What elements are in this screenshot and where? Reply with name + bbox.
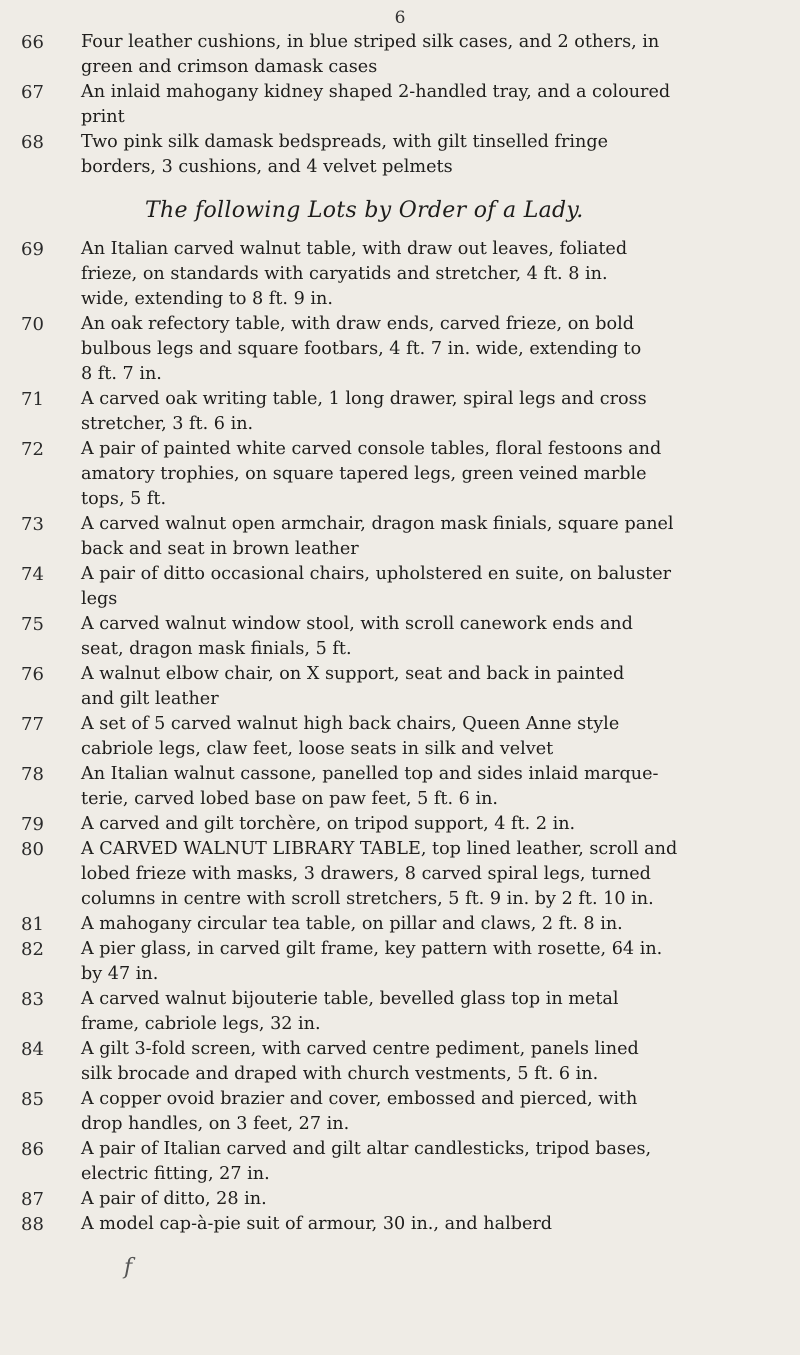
lot-number: 69 — [21, 239, 44, 260]
lot-entry — [0, 130, 800, 180]
description-line: A carved and gilt torchère, on tripod support, 4 ft. 2 in. — [81, 814, 576, 834]
lot-description — [81, 1137, 774, 1187]
description-line: Four leather cushions, in blue striped silk cases, and 2 others, in — [81, 32, 660, 52]
description-line: stretcher, 3 ft. 6 in. — [81, 414, 254, 434]
description-line: A walnut elbow chair, on X support, seat and back in painted — [81, 664, 625, 684]
description-line: 8 ft. 7 in. — [81, 364, 162, 384]
description-line: A set of 5 carved walnut high back chairs, Queen Anne style — [81, 714, 620, 734]
lot-number: 79 — [21, 814, 44, 835]
lot-entry — [0, 312, 800, 387]
lot-description — [81, 612, 774, 662]
description-line: lobed frieze with masks, 3 drawers, 8 carved spiral legs, turned — [81, 864, 651, 884]
lot-number: 78 — [21, 764, 44, 785]
description-line: An Italian walnut cassone, panelled top and sides inlaid marque- — [81, 764, 659, 784]
description-line: A carved walnut open armchair, dragon mask finials, square panel — [81, 514, 674, 534]
lot-number: 85 — [21, 1089, 44, 1110]
lot-description — [81, 812, 774, 837]
section-heading: The following Lots by Order of a Lady. — [145, 198, 584, 223]
lot-description — [81, 837, 774, 912]
description-line: terie, carved lobed base on paw feet, 5 ft. 6 in. — [81, 789, 499, 809]
description-line: silk brocade and draped with church vestments, 5 ft. 6 in. — [81, 1064, 599, 1084]
lot-number: 76 — [21, 664, 44, 685]
lot-number: 83 — [21, 989, 44, 1010]
lot-entry — [0, 80, 800, 130]
lot-description — [81, 30, 774, 80]
description-line: A carved walnut bijouterie table, bevelled glass top in metal — [81, 989, 619, 1009]
lot-entry — [0, 437, 800, 512]
description-line: A carved walnut window stool, with scroll canework ends and — [81, 614, 633, 634]
lot-number: 87 — [21, 1189, 44, 1210]
lot-description — [81, 1212, 774, 1237]
description-line: legs — [81, 589, 118, 609]
lot-description — [81, 912, 774, 937]
lot-list — [0, 30, 800, 1237]
lot-description — [81, 937, 774, 987]
description-line: green and crimson damask cases — [81, 57, 378, 77]
lot-number: 73 — [21, 514, 44, 535]
lot-number: 84 — [21, 1039, 44, 1060]
lot-description — [81, 662, 774, 712]
lot-description — [81, 1087, 774, 1137]
description-line: A pair of painted white carved console tables, floral festoons and — [81, 439, 662, 459]
description-line: print — [81, 107, 125, 127]
lot-number: 66 — [21, 32, 44, 53]
lot-description — [81, 1037, 774, 1087]
description-line: An Italian carved walnut table, with draw out leaves, foliated — [81, 239, 628, 259]
description-line: frieze, on standards with caryatids and stretcher, 4 ft. 8 in. — [81, 264, 608, 284]
lot-number: 77 — [21, 714, 44, 735]
lot-description — [81, 130, 774, 180]
lot-description — [81, 512, 774, 562]
lot-number: 81 — [21, 914, 44, 935]
lot-entry — [0, 1087, 800, 1137]
description-line: An oak refectory table, with draw ends, carved frieze, on bold — [81, 314, 634, 334]
description-line: A gilt 3-fold screen, with carved centre pediment, panels lined — [81, 1039, 639, 1059]
lot-description — [81, 437, 774, 512]
lot-description — [81, 1187, 774, 1212]
lot-number: 72 — [21, 439, 44, 460]
lot-entry — [0, 1212, 800, 1237]
description-line: seat, dragon mask finials, 5 ft. — [81, 639, 352, 659]
description-line: A carved oak writing table, 1 long drawer, spiral legs and cross — [81, 389, 647, 409]
lot-number: 86 — [21, 1139, 44, 1160]
lot-entry — [0, 237, 800, 312]
page-number: 6 — [394, 8, 406, 28]
lot-number: 70 — [21, 314, 44, 335]
lot-entry — [0, 937, 800, 987]
description-line: A pair of ditto, 28 in. — [81, 1189, 267, 1209]
lot-entry — [0, 562, 800, 612]
lot-description — [81, 237, 774, 312]
lot-number: 88 — [21, 1214, 44, 1235]
description-line: tops, 5 ft. — [81, 489, 167, 509]
description-line: frame, cabriole legs, 32 in. — [81, 1014, 321, 1034]
lot-number: 75 — [21, 614, 44, 635]
lot-entry — [0, 1037, 800, 1087]
lot-entry — [0, 387, 800, 437]
lot-entry — [0, 812, 800, 837]
lot-number: 82 — [21, 939, 44, 960]
description-line: drop handles, on 3 feet, 27 in. — [81, 1114, 350, 1134]
lot-number: 71 — [21, 389, 44, 410]
lot-entry — [0, 912, 800, 937]
lot-number: 80 — [21, 839, 44, 860]
pencil-mark: f — [124, 1255, 133, 1280]
lot-description — [81, 762, 774, 812]
description-line: and gilt leather — [81, 689, 219, 709]
description-line: A CARVED WALNUT LIBRARY TABLE, top lined leather, scroll and — [81, 839, 678, 859]
lot-entry — [0, 612, 800, 662]
description-line: bulbous legs and square footbars, 4 ft. 7 in. wide, extending to — [81, 339, 642, 359]
description-line: by 47 in. — [81, 964, 159, 984]
description-line: An inlaid mahogany kidney shaped 2-handled tray, and a coloured — [81, 82, 671, 102]
description-line: wide, extending to 8 ft. 9 in. — [81, 289, 333, 309]
description-line: cabriole legs, claw feet, loose seats in silk and velvet — [81, 739, 554, 759]
lot-entry — [0, 762, 800, 812]
lot-entry — [0, 987, 800, 1037]
description-line: Two pink silk damask bedspreads, with gilt tinselled fringe — [81, 132, 608, 152]
lot-description — [81, 712, 774, 762]
lot-number: 74 — [21, 564, 44, 585]
description-line: A pair of ditto occasional chairs, upholstered en suite, on baluster — [81, 564, 672, 584]
description-line: A copper ovoid brazier and cover, embossed and pierced, with — [81, 1089, 638, 1109]
lot-description — [81, 562, 774, 612]
lot-entry — [0, 1137, 800, 1187]
lot-description — [81, 987, 774, 1037]
description-line: borders, 3 cushions, and 4 velvet pelmets — [81, 157, 453, 177]
lot-number: 68 — [21, 132, 44, 153]
lot-entry — [0, 837, 800, 912]
lot-entry — [0, 30, 800, 80]
lot-entry — [0, 662, 800, 712]
description-line: back and seat in brown leather — [81, 539, 359, 559]
description-line: A pair of Italian carved and gilt altar candlesticks, tripod bases, — [81, 1139, 652, 1159]
description-line: A mahogany circular tea table, on pillar and claws, 2 ft. 8 in. — [81, 914, 623, 934]
lot-entry — [0, 1187, 800, 1212]
description-line: amatory trophies, on square tapered legs, green veined marble — [81, 464, 647, 484]
lot-description — [81, 312, 774, 387]
lot-entry — [0, 712, 800, 762]
lot-description — [81, 387, 774, 437]
lot-entry — [0, 512, 800, 562]
description-line: A pier glass, in carved gilt frame, key pattern with rosette, 64 in. — [81, 939, 663, 959]
description-line: columns in centre with scroll stretchers, 5 ft. 9 in. by 2 ft. 10 in. — [81, 889, 654, 909]
lot-description — [81, 80, 774, 130]
description-line: A model cap-à-pie suit of armour, 30 in., and halberd — [81, 1214, 553, 1234]
description-line: electric fitting, 27 in. — [81, 1164, 270, 1184]
lot-number: 67 — [21, 82, 44, 103]
